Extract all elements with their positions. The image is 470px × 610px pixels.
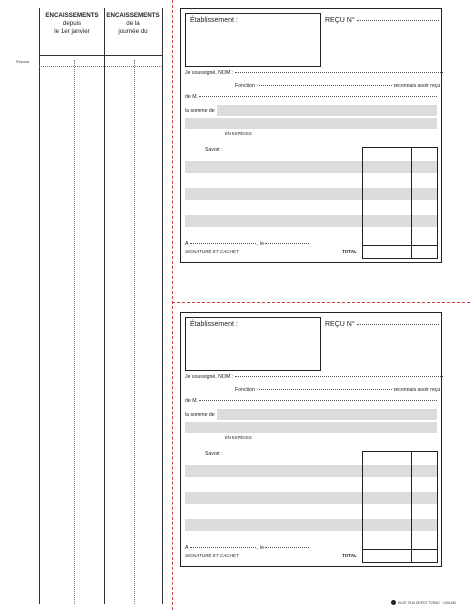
etablissement-label: Établissement : bbox=[190, 321, 238, 328]
etablissement-box[interactable] bbox=[185, 317, 321, 371]
vertical-perforation bbox=[172, 0, 173, 610]
stub-reports-label: Reports bbox=[16, 60, 30, 64]
de-m-row bbox=[185, 398, 437, 404]
place-date-row bbox=[185, 241, 437, 247]
total-label: TOTAL bbox=[342, 249, 357, 254]
place-field[interactable] bbox=[190, 243, 256, 244]
stub-col2-sub2: journée du bbox=[118, 27, 148, 35]
somme-field[interactable] bbox=[217, 105, 437, 116]
place-field[interactable] bbox=[190, 547, 256, 548]
nom-label: Je soussigné, NOM : bbox=[185, 70, 234, 76]
de-m-label: de M. bbox=[185, 398, 198, 404]
receipt-number[interactable] bbox=[325, 17, 439, 24]
publisher-logo-icon bbox=[391, 600, 396, 605]
fonction-field[interactable] bbox=[259, 85, 392, 86]
fonction-label: Fonction : bbox=[235, 387, 258, 393]
savoir-label: Savoir : bbox=[205, 147, 223, 153]
de-m-row bbox=[185, 94, 437, 100]
fonction-row bbox=[235, 83, 441, 89]
date-field[interactable] bbox=[265, 547, 309, 548]
especes-label: EN ESPÈCES bbox=[225, 131, 252, 136]
stub-header-rule bbox=[39, 55, 162, 56]
receipt-number-field[interactable] bbox=[357, 324, 439, 325]
stub-col1-title: ENCAISSEMENTS bbox=[45, 12, 99, 19]
date-field[interactable] bbox=[265, 243, 309, 244]
stub-header-day bbox=[104, 12, 162, 35]
stub-column-divider bbox=[162, 8, 163, 604]
fonction-row bbox=[235, 387, 441, 393]
footer-text: ELVE 7510 DEPOT TVRAC · 100x150 bbox=[398, 601, 456, 605]
nom-row bbox=[185, 374, 437, 380]
date-label: , le bbox=[257, 545, 265, 551]
fonction-field[interactable] bbox=[259, 389, 392, 390]
somme-field[interactable] bbox=[217, 409, 437, 420]
total-label: TOTAL bbox=[342, 553, 357, 558]
place-label: A bbox=[185, 241, 189, 247]
recu-de-label: reconnais avoir reçu bbox=[393, 83, 441, 89]
stub-reports-rule bbox=[39, 66, 162, 67]
stub-col1-sub1: depuis bbox=[62, 19, 82, 27]
nom-field[interactable] bbox=[235, 72, 443, 73]
receipt-number[interactable] bbox=[325, 321, 439, 328]
receipt-number-label: REÇU N° bbox=[325, 17, 355, 24]
receipt-form-1 bbox=[180, 8, 442, 263]
stub-col2-sub1: de la bbox=[126, 19, 140, 27]
somme-label: la somme de bbox=[185, 412, 215, 418]
signature-label: SIGNATURE ET CACHET bbox=[185, 249, 239, 254]
somme-field-continued[interactable] bbox=[185, 422, 437, 433]
etablissement-label: Établissement : bbox=[190, 17, 238, 24]
stub-subcolumn-divider bbox=[74, 60, 75, 604]
de-m-label: de M. bbox=[185, 94, 198, 100]
savoir-label: Savoir : bbox=[205, 451, 223, 457]
receipt-form-2 bbox=[180, 312, 442, 567]
especes-label: EN ESPÈCES bbox=[225, 435, 252, 440]
fonction-label: Fonction : bbox=[235, 83, 258, 89]
stub-ledger bbox=[0, 0, 172, 610]
nom-field[interactable] bbox=[235, 376, 443, 377]
place-date-row bbox=[185, 545, 437, 551]
somme-label: la somme de bbox=[185, 108, 215, 114]
etablissement-box[interactable] bbox=[185, 13, 321, 67]
receipt-number-label: REÇU N° bbox=[325, 321, 355, 328]
nom-row bbox=[185, 70, 437, 76]
stub-column-divider bbox=[104, 8, 105, 604]
signature-label: SIGNATURE ET CACHET bbox=[185, 553, 239, 558]
de-m-field[interactable] bbox=[199, 96, 437, 97]
horizontal-perforation bbox=[172, 302, 470, 303]
place-label: A bbox=[185, 545, 189, 551]
date-label: , le bbox=[257, 241, 265, 247]
stub-col1-sub2: le 1er janvier bbox=[54, 27, 90, 35]
stub-col2-title: ENCAISSEMENTS bbox=[106, 12, 160, 19]
nom-label: Je soussigné, NOM : bbox=[185, 374, 234, 380]
stub-subcolumn-divider bbox=[134, 60, 135, 604]
stub-column-divider bbox=[39, 8, 40, 604]
de-m-field[interactable] bbox=[199, 400, 437, 401]
stub-header-since-january bbox=[40, 12, 104, 35]
somme-field-continued[interactable] bbox=[185, 118, 437, 129]
recu-de-label: reconnais avoir reçu bbox=[393, 387, 441, 393]
receipt-number-field[interactable] bbox=[357, 20, 439, 21]
publisher-footer bbox=[391, 600, 456, 605]
